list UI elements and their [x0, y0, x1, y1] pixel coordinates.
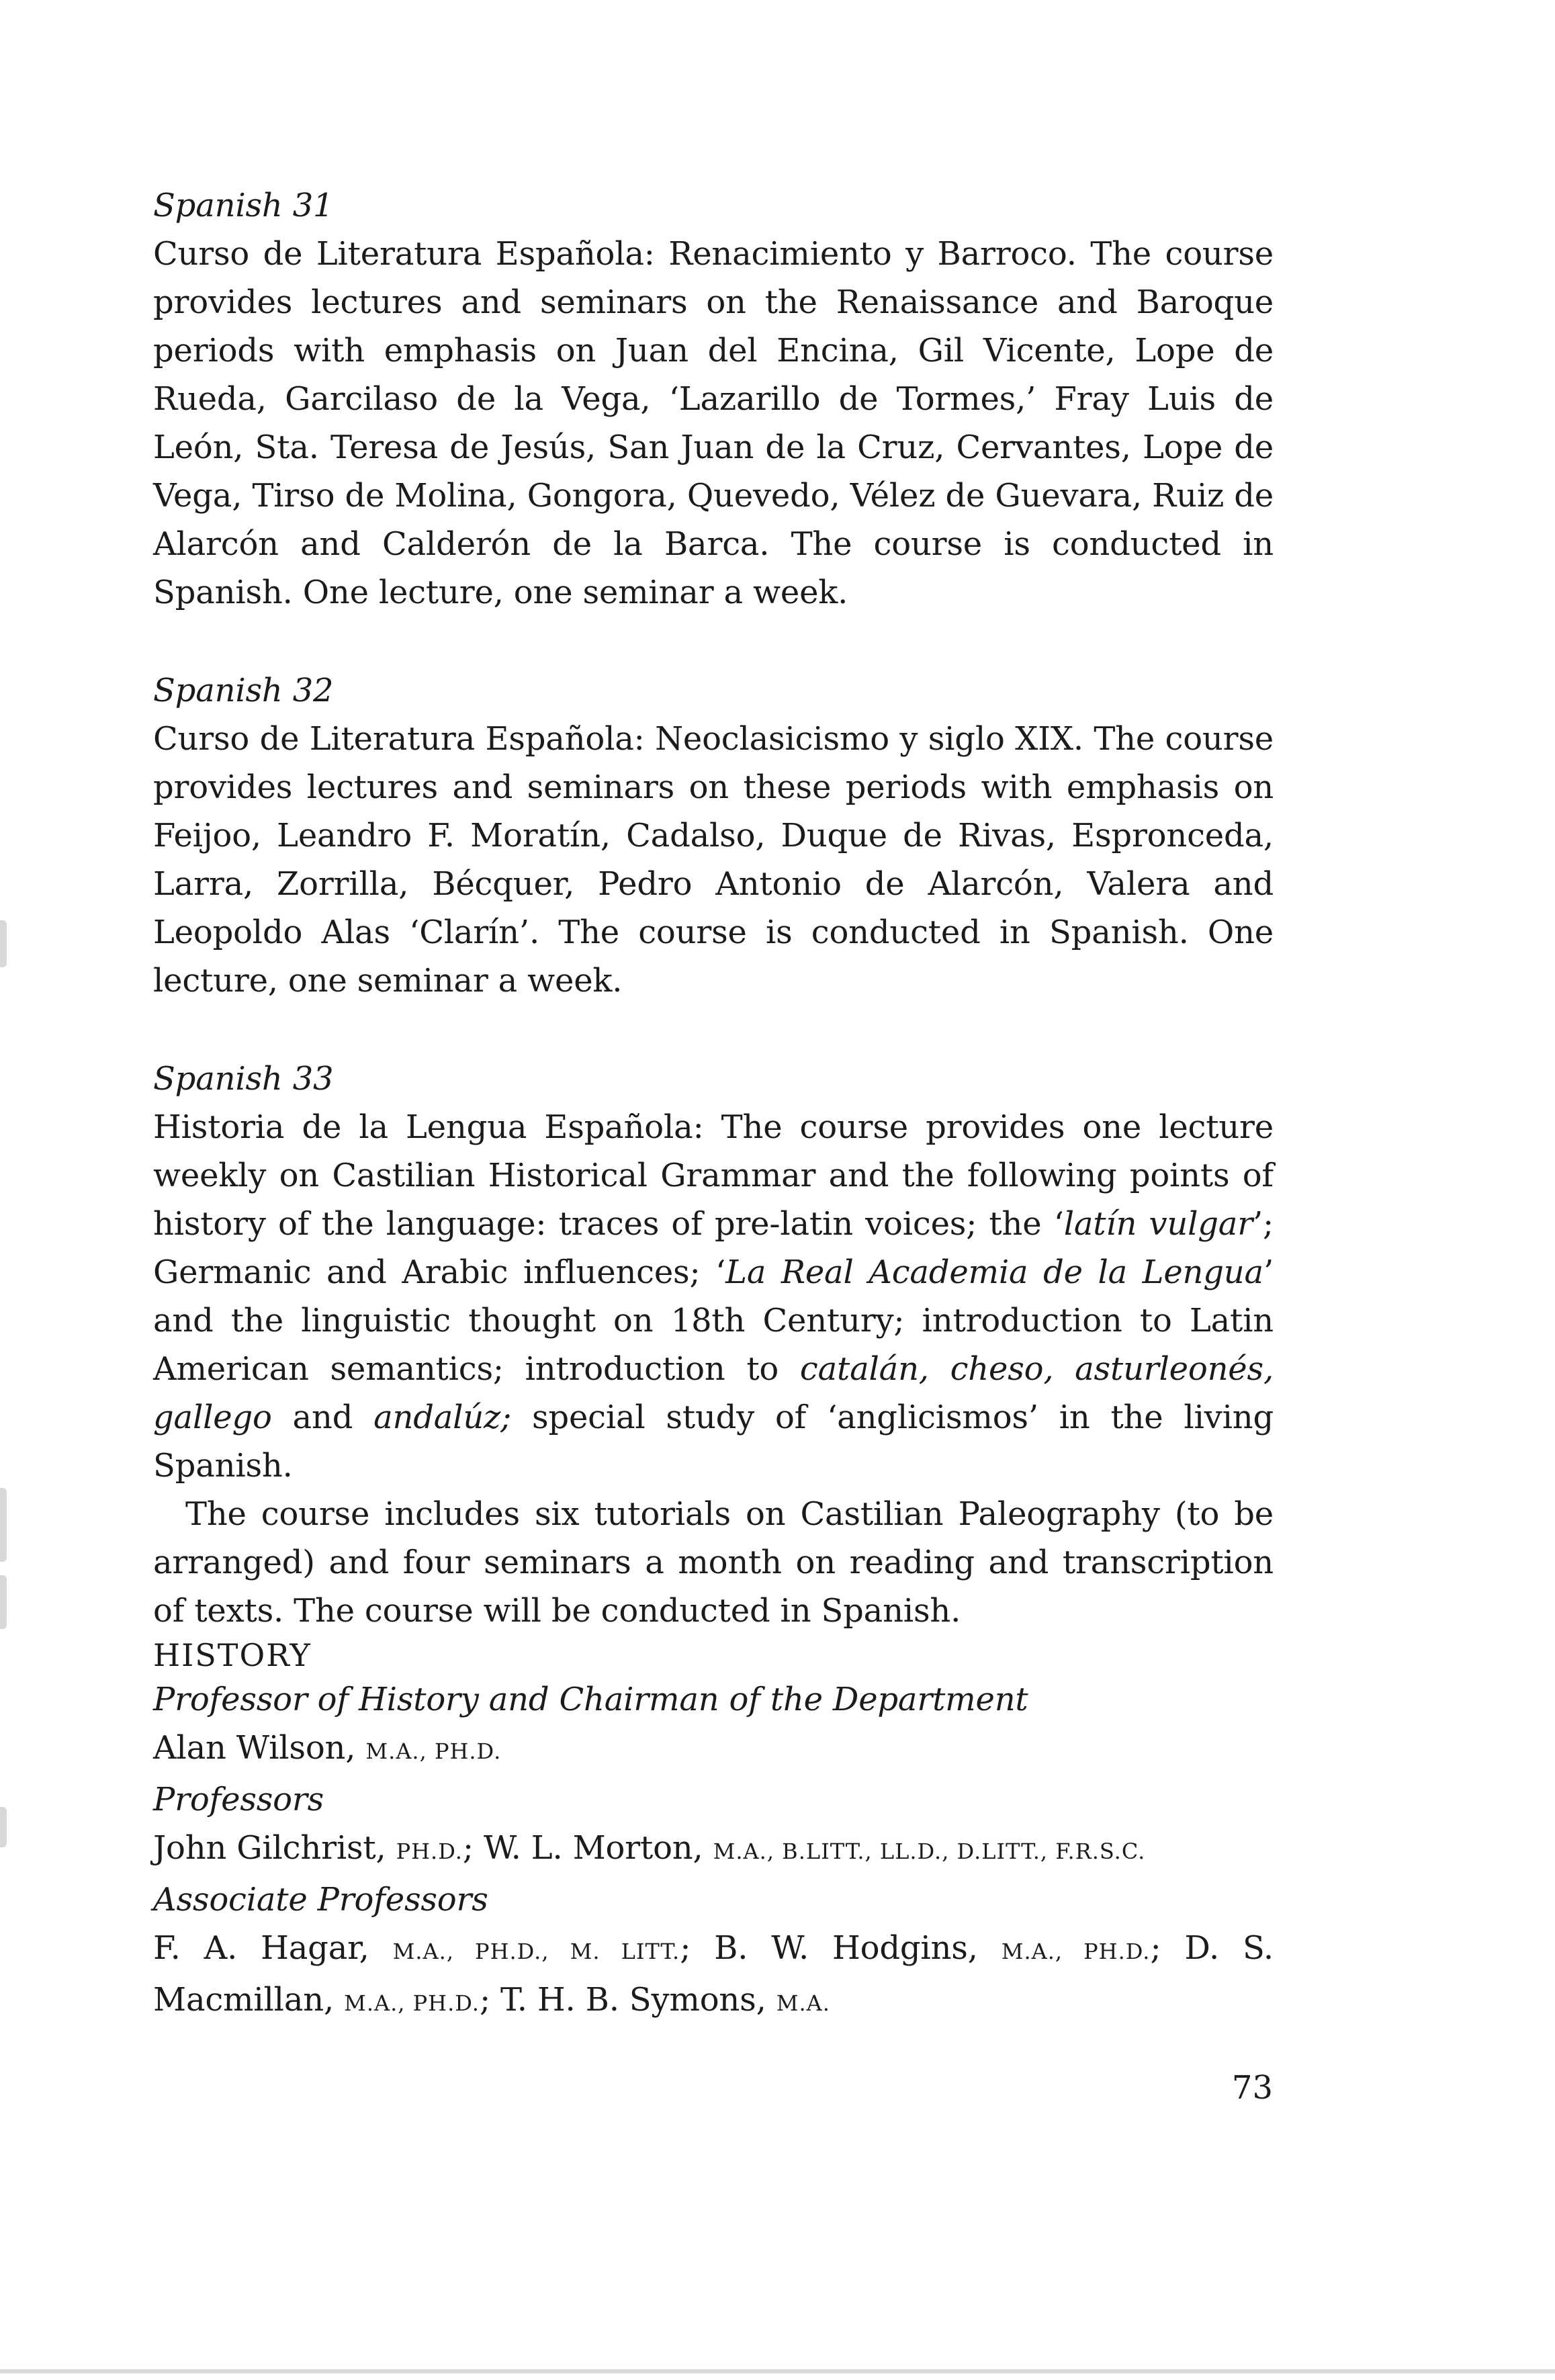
faculty-name: B. W. Hodgins,	[714, 1929, 1002, 1967]
binding-edge-shadow	[0, 920, 7, 967]
separator: ;	[680, 1929, 715, 1967]
course-description-continued: The course includes six tutorials on Castilian Paleography (to be arranged) and four seminars a month on reading and transcription of texts. The course will be conducted in Spanish.	[153, 1495, 1274, 1630]
faculty-degrees: M.A., PH.D., M. LITT.	[392, 1939, 680, 1964]
faculty-name: D. S. Macmillan,	[153, 1929, 1274, 2019]
course-description: Curso de Literatura Española: Renacimiento y Barroco. The course provides lectures and seminars on the Renaissance and Baroque periods with emphasis on Juan del Encina, Gil Vicente, Lope de Rueda, Garcilaso de la Vega, ‘Lazarillo de Tormes,’ Fray Luis de León, Sta. Teresa de Jesús, San Juan de la Cruz, Cervantes, Lope de Vega, Tirso de Molina, Gongora, Quevedo, Vélez de Guevara, Ruiz de Alarcón and Calderón de la Barca. The course is conducted in Spanish. One lecture, one seminar a week.	[153, 235, 1274, 611]
description-text: ’ and the linguistic thought on 18th Century; introduction to Latin American semantics; introduction to	[153, 1253, 1274, 1388]
chair-rank: Professor of History and Chairman of the Department	[153, 1681, 1028, 1718]
faculty-name: John Gilchrist,	[153, 1829, 396, 1867]
faculty-name: Alan Wilson,	[153, 1729, 366, 1767]
faculty-degrees: PH.D.	[396, 1839, 463, 1864]
italic-term: catalán, cheso, asturleonés, gallego	[153, 1350, 1274, 1436]
professors-rank: Professors	[153, 1781, 324, 1818]
chair-entry	[153, 1724, 1274, 1775]
separator: ;	[462, 1829, 484, 1867]
page-bottom-edge	[0, 2369, 1555, 2373]
italic-term: latín vulgar	[1063, 1205, 1253, 1243]
course-spanish-31	[153, 181, 1274, 617]
faculty-degrees: M.A., PH.D.	[344, 1990, 480, 2016]
page-body	[153, 181, 1274, 2027]
faculty-degrees: M.A., PH.D.	[365, 1738, 502, 1764]
binding-edge-shadow	[0, 1575, 7, 1629]
course-description	[153, 1103, 1274, 1490]
professors-list	[153, 1824, 1274, 1876]
faculty-degrees: M.A., PH.D.	[1001, 1939, 1151, 1964]
course-heading: Spanish 33	[153, 1060, 334, 1098]
faculty-name: W. L. Morton,	[483, 1829, 713, 1867]
description-text: Historia de la Lengua Española: The course provides one lecture weekly on Castilian Historical Grammar and the following points of history of the language: traces of pre-latin voices; the ‘	[153, 1108, 1274, 1243]
faculty-name: T. H. B. Symons,	[500, 1981, 776, 2019]
faculty-degrees: M.A.	[776, 1990, 830, 2016]
binding-edge-shadow	[0, 1488, 7, 1562]
description-text: and	[271, 1399, 374, 1436]
course-spanish-32	[153, 666, 1274, 1005]
course-heading: Spanish 31	[153, 187, 334, 224]
faculty-degrees: M.A., B.LITT., LL.D., D.LITT., F.R.S.C.	[713, 1839, 1146, 1864]
description-text: ’; Germanic and Arabic influences; ‘	[153, 1205, 1274, 1291]
binding-edge-shadow	[0, 1807, 7, 1847]
separator: ;	[479, 1981, 500, 2019]
faculty-name: F. A. Hagar,	[153, 1929, 393, 1967]
italic-term: andalúz;	[373, 1399, 512, 1436]
separator: ;	[1150, 1929, 1185, 1967]
description-text: special study of ‘anglicismos’ in the living Spanish.	[153, 1399, 1274, 1485]
course-description: Curso de Literatura Española: Neoclasicismo y siglo XIX. The course provides lectures and seminars on these periods with emphasis on Feijoo, Leandro F. Moratín, Cadalso, Duque de Rivas, Espronceda, Larra, Zorrilla, Bécquer, Pedro Antonio de Alarcón, Valera and Leopoldo Alas ‘Clarín’. The course is conducted in Spanish. One lecture, one seminar a week.	[153, 720, 1274, 1000]
department-title: HISTORY	[153, 1637, 312, 1673]
associate-rank: Associate Professors	[153, 1881, 488, 1919]
course-heading: Spanish 32	[153, 672, 334, 709]
course-spanish-33	[153, 1055, 1274, 1635]
italic-term: La Real Academia de la Lengua	[725, 1253, 1263, 1291]
page-number: 73	[1231, 2069, 1273, 2107]
associates-list	[153, 1924, 1274, 2027]
